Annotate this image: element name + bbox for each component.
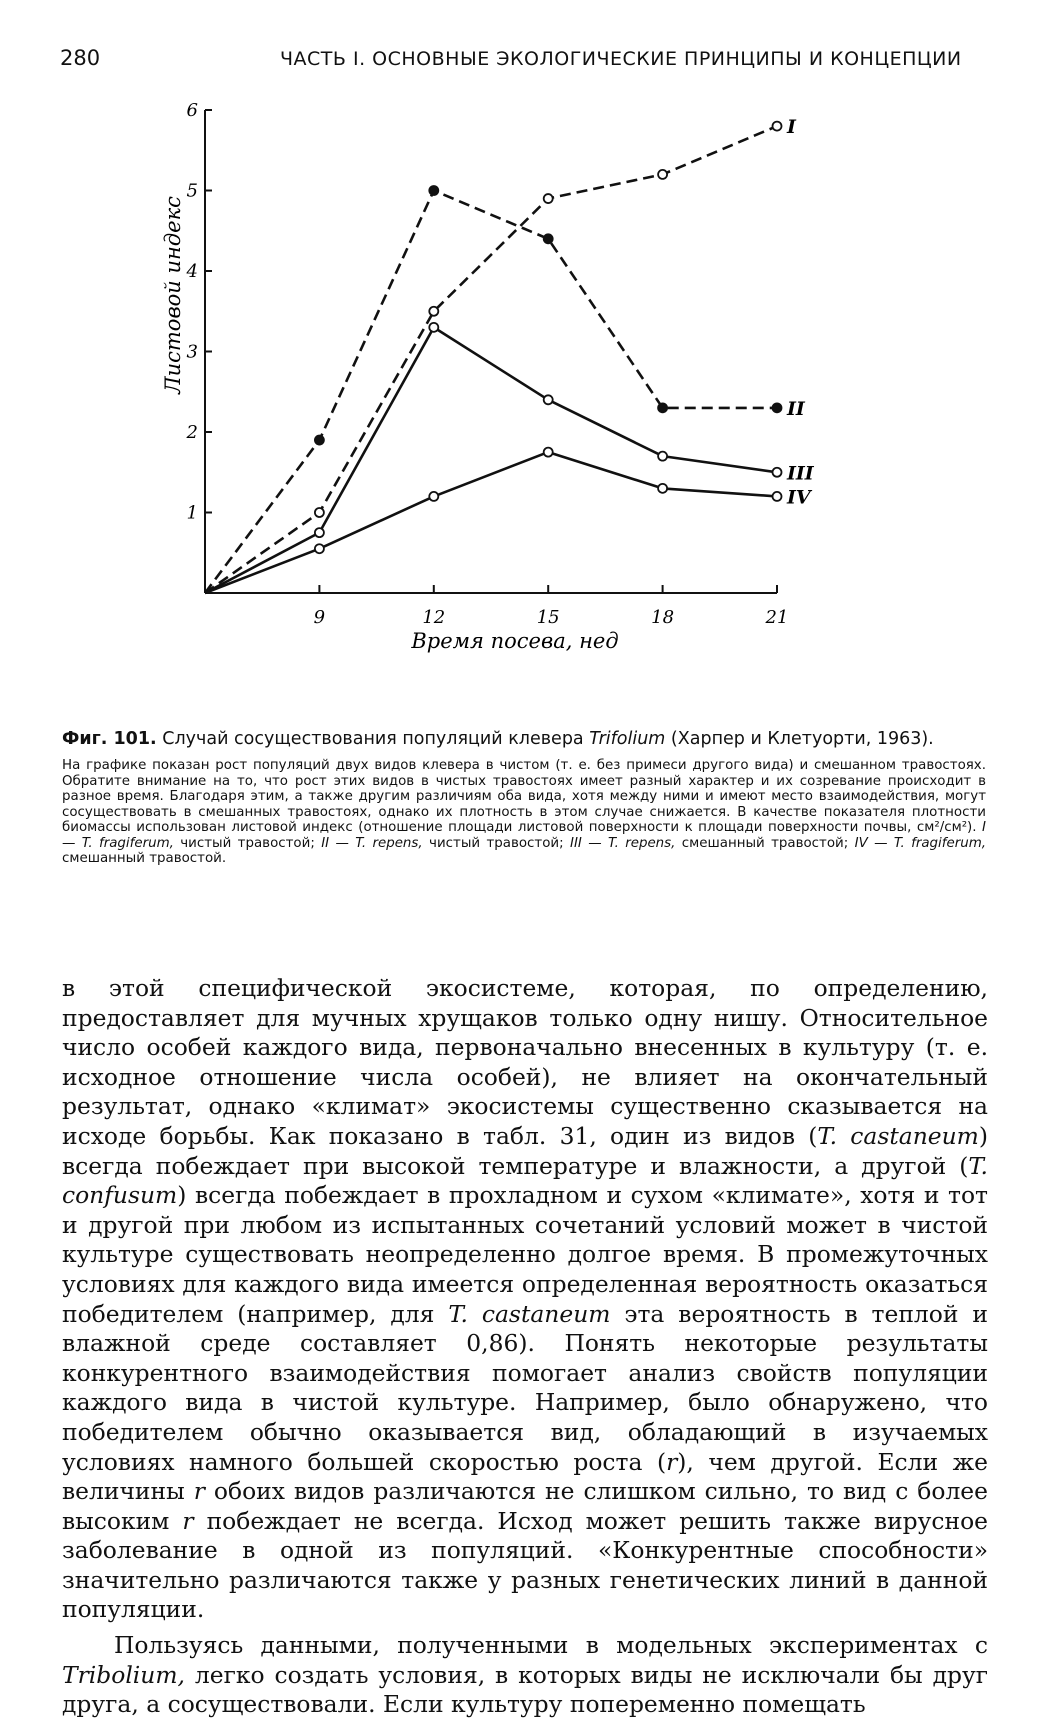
series-iii-point bbox=[773, 468, 782, 477]
caption-citation: (Харпер и Клетуорти, 1963). bbox=[665, 729, 934, 749]
y-tick-label: 4 bbox=[186, 261, 198, 282]
caption-legend-1-desc: чистый травостой; bbox=[173, 835, 322, 851]
series-iv-point bbox=[544, 448, 553, 457]
series-iv-point bbox=[429, 492, 438, 501]
chart-axes bbox=[205, 110, 777, 593]
growth-rate-symbol: r bbox=[193, 1477, 205, 1506]
text-run: ) всегда побеждает в прохладном и сухом «климате», хотя и тот и другой при любом из испытанных сочетаний условий может в чистой культуре существовать неопределенно долгое время. В промежуточных условиях для каждого вида имеется определенная вероятность оказаться победителем (например, для bbox=[62, 1181, 988, 1328]
chart-ticks bbox=[186, 100, 789, 628]
y-tick-label: 3 bbox=[186, 341, 198, 363]
caption-legend-3-desc: смешанный травостой; bbox=[675, 835, 855, 851]
text-run: ) всегда побеждает при высокой температуре и влажности, а другой ( bbox=[62, 1121, 988, 1180]
text-run: ), чем другой. Если же величины bbox=[62, 1447, 988, 1506]
series-iii-point bbox=[658, 452, 667, 461]
growth-rate-symbol: r bbox=[666, 1447, 678, 1476]
x-tick-label: 15 bbox=[536, 607, 560, 628]
caption-legend-4: IV — T. fragiferum, bbox=[854, 835, 986, 851]
paragraph-2 bbox=[62, 1631, 988, 1720]
series-iii-point bbox=[315, 528, 324, 537]
caption-legend-3: III — T. repens, bbox=[570, 835, 676, 851]
series-iv-label: IV bbox=[787, 486, 811, 509]
caption-legend-4-desc: смешанный травостой. bbox=[62, 851, 227, 866]
series-ii-point bbox=[429, 186, 438, 195]
series-iii-point bbox=[429, 323, 438, 332]
text-run: побеждает не всегда. Исход может решить также вирусное заболевание в одной из популяций. «Конкурентные способности» значительно различаются также у разных генетических линий в данной популяции. bbox=[62, 1506, 989, 1624]
series-iii-label: III bbox=[787, 462, 814, 485]
x-tick-label: 21 bbox=[765, 607, 789, 628]
series-ii-point bbox=[315, 436, 324, 445]
x-axis-label: Время посева, нед bbox=[411, 629, 619, 653]
page-header bbox=[60, 46, 990, 86]
page-number: 280 bbox=[60, 46, 101, 70]
figure-number: Фиг. 101. bbox=[62, 729, 157, 749]
caption-genus: Trifolium bbox=[589, 729, 666, 749]
body-text bbox=[62, 974, 988, 1720]
genus-name: Tribolium, bbox=[62, 1660, 185, 1689]
caption-title bbox=[62, 728, 986, 750]
text-run: обоих видов различаются не слишком сильно, то вид с более высоким bbox=[62, 1477, 988, 1535]
caption-body-text: На графике показан рост популяций двух видов клевера в чистом (т. е. без примеси другого вида) и смешанном травостоях. Обратите внимание на то, что рост этих видов в чистых травостоях имеет разный характер и их созревание происходит в разное время. Благодаря этим, а также другим различиям оба вида, хотя между ними и имеют место взаимодействия, могут сосуществовать в смешанных травостоях, однако их плотность в этом случае снижается. В качестве показателя плотности биомассы использован листовой индекс (отношение площади листовой поверхности к площади поверхности почвы, см²/см²). bbox=[62, 758, 986, 835]
y-tick-label: 1 bbox=[186, 502, 198, 524]
text-run: Пользуясь данными, полученными в модельных экспериментах с bbox=[114, 1631, 988, 1660]
chart-series bbox=[205, 116, 815, 593]
x-tick-label: 9 bbox=[313, 607, 326, 628]
running-head: ЧАСТЬ I. ОСНОВНЫЕ ЭКОЛОГИЧЕСКИЕ ПРИНЦИПЫ И КОНЦЕПЦИИ bbox=[280, 48, 962, 70]
series-i-point bbox=[315, 508, 324, 517]
caption-legend-1: I — T. fragiferum, bbox=[62, 820, 986, 851]
y-axis-label: Листовой индекс bbox=[161, 196, 185, 394]
caption-body bbox=[62, 758, 986, 867]
paragraph-1 bbox=[62, 974, 988, 1625]
y-tick-label: 5 bbox=[186, 180, 198, 202]
series-ii-point bbox=[544, 234, 553, 243]
x-tick-label: 18 bbox=[651, 607, 675, 628]
caption-legend-2: II — T. repens, bbox=[321, 835, 423, 851]
series-i-point bbox=[544, 194, 553, 203]
series-i-point bbox=[773, 122, 782, 131]
series-iv-point bbox=[315, 544, 324, 553]
series-ii-point bbox=[658, 403, 667, 412]
species-name: T. castaneum bbox=[817, 1121, 979, 1150]
series-i-label: I bbox=[787, 116, 796, 139]
x-tick-label: 12 bbox=[422, 607, 446, 628]
figure-caption bbox=[62, 728, 986, 867]
y-tick-label: 6 bbox=[186, 100, 198, 121]
series-ii-point bbox=[773, 403, 782, 412]
species-name: T. castaneum bbox=[448, 1299, 611, 1328]
species-name: T. confusum bbox=[62, 1151, 988, 1210]
series-iv-line bbox=[205, 452, 777, 593]
text-run: в этой специфической экосистеме, которая, по определению, предоставляет для мучных хрущаков только одну нишу. Относительное число особей каждого вида, первоначально внесенных в культуру (т. е. исходное отношение числа особей), не влияет на окончательный результат, однако «климат» экосистемы существенно сказывается на исходе борьбы. Как показано в табл. 31, один из видов ( bbox=[62, 974, 988, 1150]
series-iii-line bbox=[205, 327, 777, 593]
growth-rate-symbol: r bbox=[182, 1506, 194, 1535]
series-i-line bbox=[205, 126, 777, 593]
leaf-index-chart bbox=[150, 100, 890, 720]
series-iv-point bbox=[658, 484, 667, 493]
series-i-point bbox=[429, 307, 438, 316]
text-run: эта вероятность в теплой и влажной среде составляет 0,86). Понять некоторые результаты конкурентного взаимодействия помогает анализ свойств популяции каждого вида в чистой культуре. Например, было обнаружено, что победителем обычно оказывается вид, обладающий в изучаемых условиях намного большей скоростью роста ( bbox=[62, 1299, 988, 1476]
caption-legend-2-desc: чистый травостой; bbox=[422, 835, 570, 851]
series-iv-point bbox=[773, 492, 782, 501]
series-i-point bbox=[658, 170, 667, 179]
series-ii-label: II bbox=[787, 397, 805, 420]
text-run: легко создать условия, в которых виды не исключали бы друг друга, а сосуществовали. Если культуру попеременно помещать bbox=[62, 1660, 988, 1719]
y-tick-label: 2 bbox=[186, 422, 198, 443]
caption-title-text: Случай сосуществования популяций клевера bbox=[156, 729, 590, 749]
series-iii-point bbox=[544, 395, 553, 404]
